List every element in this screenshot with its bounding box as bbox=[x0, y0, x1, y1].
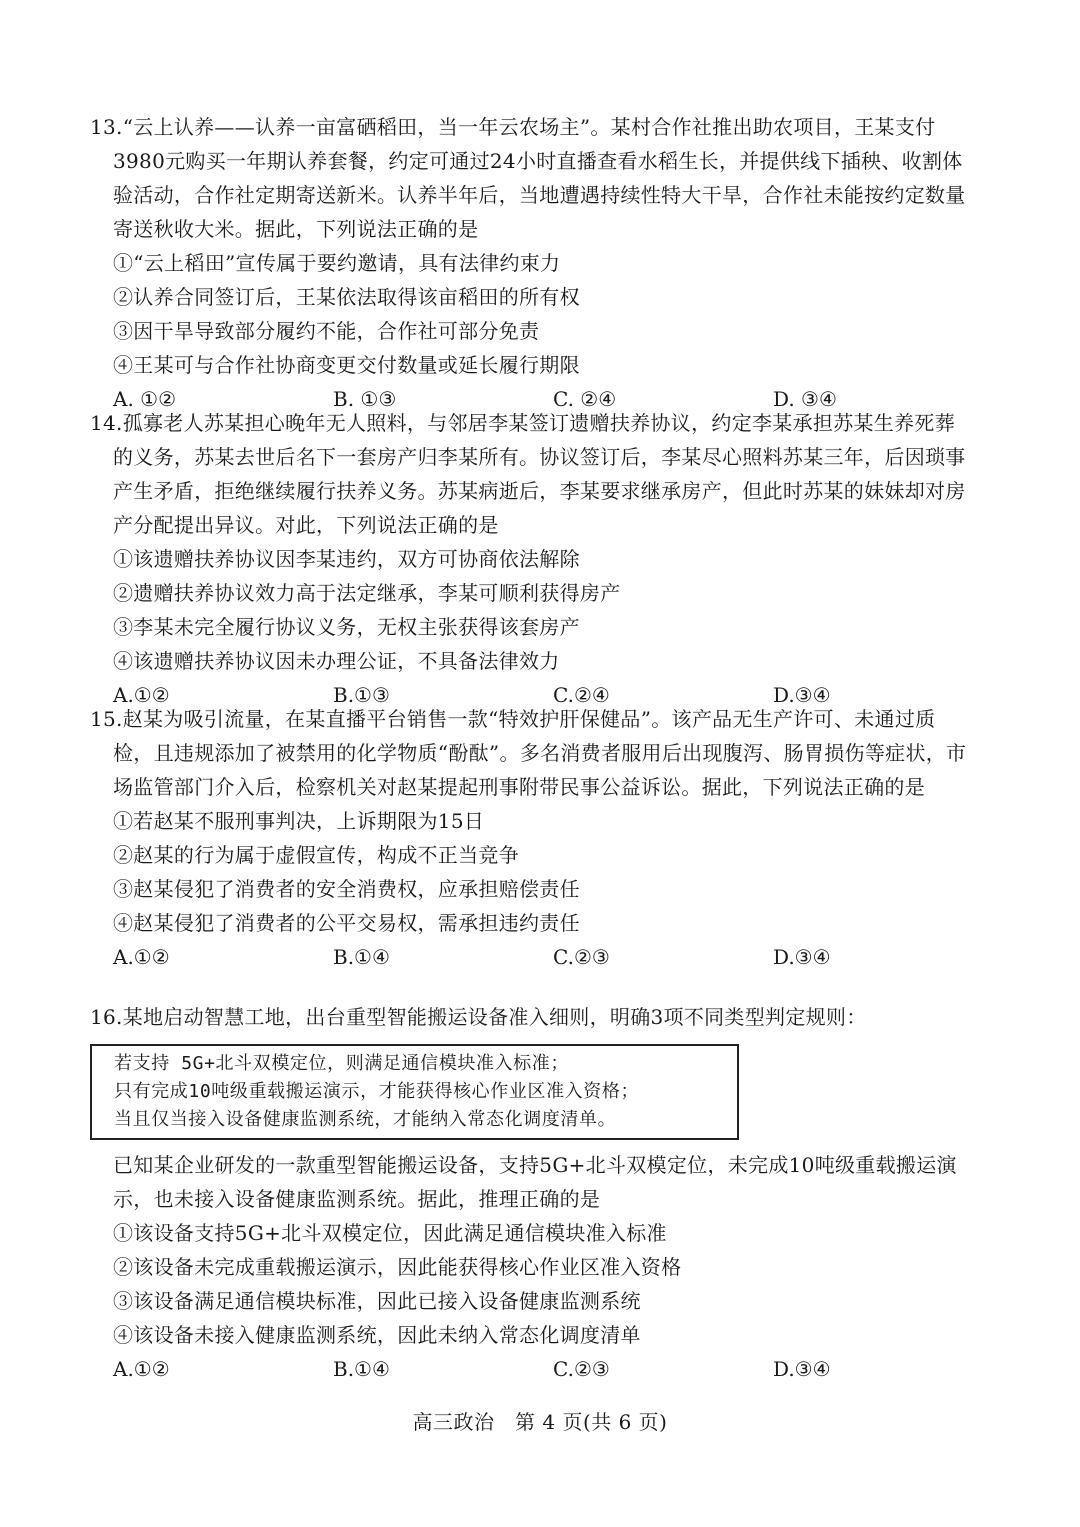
rules-box bbox=[90, 1044, 739, 1140]
question-16 bbox=[90, 1000, 970, 1386]
statement-option: ④赵某侵犯了消费者的公平交易权，需承担违约责任 bbox=[113, 911, 580, 935]
answer-choices bbox=[90, 1352, 970, 1386]
statement-option: ②赵某的行为属于虚假宣传，构成不正当竞争 bbox=[113, 843, 519, 867]
choice-d: D.③④ bbox=[773, 683, 831, 707]
statement-option: ③因干旱导致部分履约不能，合作社可部分免责 bbox=[113, 319, 540, 343]
rule-line: 当且仅当接入设备健康监测系统，才能纳入常态化调度清单。 bbox=[114, 1109, 617, 1130]
question-stem: 13.“云上认养——认养一亩富硒稻田，当一年云农场主”。某村合作社推出助农项目，王某支付3980元购买一年期认养套餐，约定可通过24小时直播查看水稻生长，并提供线下插秧、收割体验活动，合作社定期寄送新米。认养半年后，当地遭遇持续性特大干旱，合作社未能按约定数量寄送秋收大米。据此，下列说法正确的是 bbox=[90, 115, 966, 241]
rule-line: 若支持 5G+北斗双模定位，则满足通信模块准入标准； bbox=[114, 1053, 569, 1074]
statement-option: ①若赵某不服刑事判决，上诉期限为15日 bbox=[113, 809, 485, 833]
question-stem: 16.某地启动智慧工地，出台重型智能搬运设备准入细则，明确3项不同类型判定规则： bbox=[90, 1005, 867, 1029]
statement-option: ①该遗赠扶养协议因李某违约，双方可协商依法解除 bbox=[113, 547, 580, 571]
statement-option: ②该设备未完成重载搬运演示，因此能获得核心作业区准入资格 bbox=[113, 1255, 682, 1279]
question-15 bbox=[90, 702, 970, 974]
rule-line: 只有完成10吨级重载搬运演示，才能获得核心作业区准入资格； bbox=[114, 1081, 640, 1102]
choice-d: D. ③④ bbox=[773, 387, 837, 411]
choice-c: C.②③ bbox=[553, 945, 610, 969]
statement-option: ④该设备未接入健康监测系统，因此未纳入常态化调度清单 bbox=[113, 1323, 641, 1347]
question-14 bbox=[90, 406, 970, 712]
choice-c: C.②③ bbox=[553, 1357, 610, 1381]
statement-option: ④王某可与合作社协商变更交付数量或延长履行期限 bbox=[113, 353, 580, 377]
choice-b: B.①③ bbox=[333, 683, 390, 707]
choice-b: B. ①③ bbox=[333, 387, 397, 411]
choice-c: C. ②④ bbox=[553, 387, 617, 411]
question-stem-continued: 已知某企业研发的一款重型智能搬运设备，支持5G+北斗双模定位，未完成10吨级重载搬运演示，也未接入设备健康监测系统。据此，推理正确的是 bbox=[113, 1153, 957, 1211]
question-stem: 15.赵某为吸引流量，在某直播平台销售一款“特效护肝保健品”。该产品无生产许可、未通过质检，且违规添加了被禁用的化学物质“酚酞”。多名消费者服用后出现腹泻、肠胃损伤等症状，市场监管部门介入后，检察机关对赵某提起刑事附带民事公益诉讼。据此，下列说法正确的是 bbox=[90, 707, 967, 799]
statement-option: ③赵某侵犯了消费者的安全消费权，应承担赔偿责任 bbox=[113, 877, 580, 901]
statement-option: ②认养合同签订后，王某依法取得该亩稻田的所有权 bbox=[113, 285, 580, 309]
statement-option: ②遗赠扶养协议效力高于法定继承，李某可顺利获得房产 bbox=[113, 581, 621, 605]
choice-b: B.①④ bbox=[333, 1357, 390, 1381]
choice-b: B.①④ bbox=[333, 945, 390, 969]
choice-a: A.①② bbox=[113, 1357, 170, 1381]
choice-c: C.②④ bbox=[553, 683, 610, 707]
statement-option: ①该设备支持5G+北斗双模定位，因此满足通信模块准入标准 bbox=[113, 1221, 667, 1245]
statement-option: ③该设备满足通信模块标准，因此已接入设备健康监测系统 bbox=[113, 1289, 641, 1313]
choice-d: D.③④ bbox=[773, 945, 831, 969]
choice-a: A.①② bbox=[113, 945, 170, 969]
choice-a: A. ①② bbox=[113, 387, 177, 411]
statement-option: ③李某未完全履行协议义务，无权主张获得该套房产 bbox=[113, 615, 580, 639]
statement-option: ①“云上稻田”宣传属于要约邀请，具有法律约束力 bbox=[113, 251, 561, 275]
choice-d: D.③④ bbox=[773, 1357, 831, 1381]
question-stem: 14.孤寡老人苏某担心晚年无人照料，与邻居李某签订遗赠扶养协议，约定李某承担苏某生养死葬的义务，苏某去世后名下一套房产归李某所有。协议签订后，李某尽心照料苏某三年，后因琐事产生矛盾，拒绝继续履行扶养义务。苏某病逝后，李某要求继承房产，但此时苏某的妹妹却对房产分配提出异议。对此，下列说法正确的是 bbox=[90, 411, 966, 537]
statement-option: ④该遗赠扶养协议因未办理公证，不具备法律效力 bbox=[113, 649, 560, 673]
question-13 bbox=[90, 110, 970, 416]
choice-a: A.①② bbox=[113, 683, 170, 707]
page-footer: 高三政治 第 4 页(共 6 页) bbox=[412, 1410, 668, 1434]
answer-choices bbox=[90, 940, 970, 974]
